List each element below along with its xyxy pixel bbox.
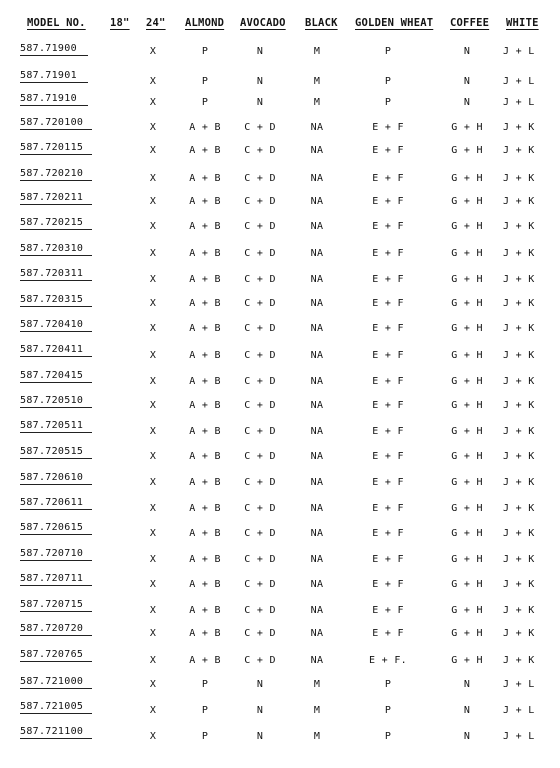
col-coffee-cell: G + H — [451, 274, 483, 285]
table-row — [0, 698, 560, 720]
col-black-cell: NA — [310, 122, 324, 133]
col-avocado-cell: C + D — [244, 605, 276, 616]
col-avocado-cell: C + D — [244, 248, 276, 259]
col-avocado-cell: C + D — [244, 477, 276, 488]
model-underline — [20, 713, 92, 714]
model-underline — [20, 255, 92, 256]
col-golden-wheat-cell: P — [384, 731, 392, 742]
model-underline — [20, 306, 92, 307]
col-almond-cell: A + B — [189, 298, 221, 309]
col-24-inch-cell: X — [149, 221, 157, 232]
col-24-inch-cell: X — [149, 528, 157, 539]
col-white-cell: J + K — [503, 298, 535, 309]
col-coffee-cell: N — [463, 46, 471, 57]
col-black-cell: NA — [310, 350, 324, 361]
col-almond-cell: A + B — [189, 248, 221, 259]
col-black-cell: NA — [310, 248, 324, 259]
model-number: 587.720100 — [20, 117, 84, 128]
header-24-inch: 24" — [146, 17, 166, 29]
col-24-inch-cell: X — [149, 426, 157, 437]
model-underline — [20, 204, 92, 205]
col-coffee-cell: N — [463, 731, 471, 742]
table-row — [0, 240, 560, 262]
col-24-inch-cell: X — [149, 705, 157, 716]
model-underline — [20, 280, 92, 281]
col-coffee-cell: G + H — [451, 145, 483, 156]
col-white-cell: J + K — [503, 400, 535, 411]
model-number: 587.720211 — [20, 192, 84, 203]
model-number: 587.720210 — [20, 168, 84, 179]
col-golden-wheat-cell: E + F — [372, 376, 404, 387]
col-white-cell: J + K — [503, 426, 535, 437]
col-black-cell: NA — [310, 528, 324, 539]
table-row — [0, 214, 560, 236]
col-24-inch-cell: X — [149, 145, 157, 156]
model-number: 587.720510 — [20, 395, 84, 406]
col-black-cell: NA — [310, 221, 324, 232]
col-white-cell: J + K — [503, 655, 535, 666]
col-black-cell: NA — [310, 628, 324, 639]
col-almond-cell: P — [201, 46, 209, 57]
col-black-cell: M — [313, 97, 321, 108]
col-golden-wheat-cell: E + F — [372, 196, 404, 207]
col-golden-wheat-cell: P — [384, 76, 392, 87]
col-golden-wheat-cell: E + F — [372, 628, 404, 639]
col-avocado-cell: C + D — [244, 145, 276, 156]
model-number: 587.720715 — [20, 599, 84, 610]
table-row — [0, 723, 560, 745]
col-white-cell: J + K — [503, 528, 535, 539]
col-golden-wheat-cell: E + F — [372, 122, 404, 133]
model-underline — [20, 534, 92, 535]
col-black-cell: NA — [310, 145, 324, 156]
model-number: 587.71900 — [20, 43, 77, 54]
model-number: 587.721000 — [20, 676, 84, 687]
col-almond-cell: A + B — [189, 655, 221, 666]
col-24-inch-cell: X — [149, 173, 157, 184]
col-24-inch-cell: X — [149, 503, 157, 514]
col-black-cell: NA — [310, 451, 324, 462]
col-black-cell: NA — [310, 323, 324, 334]
header-golden-wheat: GOLDEN WHEAT — [355, 17, 434, 29]
table-row — [0, 646, 560, 668]
col-almond-cell: A + B — [189, 503, 221, 514]
table-row — [0, 139, 560, 161]
model-number: 587.720215 — [20, 217, 84, 228]
col-black-cell: NA — [310, 605, 324, 616]
col-white-cell: J + K — [503, 554, 535, 565]
col-black-cell: NA — [310, 426, 324, 437]
model-underline — [20, 154, 92, 155]
col-black-cell: M — [313, 731, 321, 742]
model-number: 587.720511 — [20, 420, 84, 431]
col-almond-cell: P — [201, 97, 209, 108]
model-underline — [20, 407, 92, 408]
table-row — [0, 673, 560, 695]
model-underline — [20, 180, 92, 181]
col-black-cell: NA — [310, 196, 324, 207]
col-24-inch-cell: X — [149, 628, 157, 639]
col-white-cell: J + K — [503, 173, 535, 184]
col-almond-cell: P — [201, 76, 209, 87]
col-coffee-cell: G + H — [451, 503, 483, 514]
col-coffee-cell: G + H — [451, 122, 483, 133]
col-almond-cell: A + B — [189, 173, 221, 184]
col-avocado-cell: C + D — [244, 122, 276, 133]
col-almond-cell: A + B — [189, 196, 221, 207]
col-golden-wheat-cell: E + F — [372, 323, 404, 334]
col-black-cell: M — [313, 76, 321, 87]
col-golden-wheat-cell: E + F — [372, 298, 404, 309]
model-underline — [20, 585, 92, 586]
col-avocado-cell: C + D — [244, 221, 276, 232]
col-almond-cell: P — [201, 705, 209, 716]
table-row — [0, 165, 560, 187]
table-row — [0, 417, 560, 439]
col-24-inch-cell: X — [149, 451, 157, 462]
col-white-cell: J + K — [503, 145, 535, 156]
col-golden-wheat-cell: P — [384, 46, 392, 57]
model-underline — [20, 432, 92, 433]
col-almond-cell: A + B — [189, 605, 221, 616]
col-almond-cell: A + B — [189, 528, 221, 539]
col-almond-cell: A + B — [189, 122, 221, 133]
col-24-inch-cell: X — [149, 122, 157, 133]
col-24-inch-cell: X — [149, 323, 157, 334]
col-24-inch-cell: X — [149, 248, 157, 259]
col-avocado-cell: C + D — [244, 503, 276, 514]
col-coffee-cell: G + H — [451, 554, 483, 565]
model-underline — [20, 229, 92, 230]
table-row — [0, 265, 560, 287]
col-almond-cell: A + B — [189, 579, 221, 590]
model-number: 587.720311 — [20, 268, 84, 279]
col-avocado-cell: C + D — [244, 554, 276, 565]
col-24-inch-cell: X — [149, 579, 157, 590]
col-white-cell: J + K — [503, 451, 535, 462]
col-black-cell: M — [313, 705, 321, 716]
table-row — [0, 341, 560, 363]
col-black-cell: NA — [310, 173, 324, 184]
col-avocado-cell: C + D — [244, 400, 276, 411]
table-row — [0, 469, 560, 491]
col-white-cell: J + K — [503, 376, 535, 387]
col-24-inch-cell: X — [149, 400, 157, 411]
col-avocado-cell: C + D — [244, 173, 276, 184]
model-number: 587.720415 — [20, 370, 84, 381]
col-coffee-cell: G + H — [451, 248, 483, 259]
col-coffee-cell: G + H — [451, 426, 483, 437]
model-number: 587.721005 — [20, 701, 84, 712]
col-24-inch-cell: X — [149, 376, 157, 387]
col-golden-wheat-cell: E + F — [372, 554, 404, 565]
col-almond-cell: A + B — [189, 274, 221, 285]
col-almond-cell: P — [201, 731, 209, 742]
col-almond-cell: A + B — [189, 323, 221, 334]
table-row — [0, 392, 560, 414]
col-avocado-cell: N — [256, 705, 264, 716]
col-black-cell: M — [313, 679, 321, 690]
table-row — [0, 519, 560, 541]
table-row — [0, 316, 560, 338]
col-almond-cell: A + B — [189, 400, 221, 411]
col-golden-wheat-cell: E + F — [372, 451, 404, 462]
col-white-cell: J + K — [503, 605, 535, 616]
model-number: 587.720310 — [20, 243, 84, 254]
header-18-inch: 18" — [110, 17, 130, 29]
col-white-cell: J + K — [503, 122, 535, 133]
col-golden-wheat-cell: E + F — [372, 579, 404, 590]
col-golden-wheat-cell: E + F — [372, 528, 404, 539]
table-row — [0, 291, 560, 313]
col-golden-wheat-cell: E + F — [372, 400, 404, 411]
col-24-inch-cell: X — [149, 46, 157, 57]
col-avocado-cell: C + D — [244, 350, 276, 361]
col-black-cell: NA — [310, 579, 324, 590]
col-golden-wheat-cell: P — [384, 97, 392, 108]
col-white-cell: J + K — [503, 579, 535, 590]
col-black-cell: M — [313, 46, 321, 57]
col-golden-wheat-cell: P — [384, 705, 392, 716]
col-avocado-cell: C + D — [244, 451, 276, 462]
col-white-cell: J + L — [503, 46, 535, 57]
model-number: 587.720515 — [20, 446, 84, 457]
model-underline — [20, 129, 92, 130]
table-row — [0, 494, 560, 516]
col-avocado-cell: C + D — [244, 528, 276, 539]
model-underline — [20, 55, 88, 56]
col-white-cell: J + L — [503, 76, 535, 87]
header-avocado: AVOCADO — [240, 17, 286, 29]
col-avocado-cell: C + D — [244, 298, 276, 309]
col-almond-cell: A + B — [189, 376, 221, 387]
col-white-cell: J + L — [503, 97, 535, 108]
table-row — [0, 189, 560, 211]
col-coffee-cell: G + H — [451, 451, 483, 462]
col-almond-cell: A + B — [189, 477, 221, 488]
col-white-cell: J + K — [503, 196, 535, 207]
col-coffee-cell: N — [463, 97, 471, 108]
col-almond-cell: A + B — [189, 350, 221, 361]
table-row — [0, 596, 560, 618]
model-number: 587.71910 — [20, 93, 77, 104]
col-24-inch-cell: X — [149, 274, 157, 285]
model-number: 587.720611 — [20, 497, 84, 508]
col-white-cell: J + L — [503, 705, 535, 716]
col-white-cell: J + K — [503, 248, 535, 259]
col-coffee-cell: G + H — [451, 579, 483, 590]
col-almond-cell: A + B — [189, 451, 221, 462]
model-underline — [20, 688, 92, 689]
col-golden-wheat-cell: E + F. — [369, 655, 407, 666]
col-black-cell: NA — [310, 503, 324, 514]
model-underline — [20, 509, 92, 510]
model-number: 587.720765 — [20, 649, 84, 660]
col-24-inch-cell: X — [149, 298, 157, 309]
table-row — [0, 114, 560, 136]
model-number: 587.721100 — [20, 726, 84, 737]
header-model-no: MODEL NO. — [27, 17, 86, 29]
col-golden-wheat-cell: E + F — [372, 173, 404, 184]
model-number: 587.720411 — [20, 344, 84, 355]
col-golden-wheat-cell: E + F — [372, 221, 404, 232]
model-underline — [20, 82, 88, 83]
model-underline — [20, 661, 92, 662]
col-black-cell: NA — [310, 477, 324, 488]
col-coffee-cell: N — [463, 705, 471, 716]
model-underline — [20, 484, 92, 485]
col-avocado-cell: C + D — [244, 323, 276, 334]
col-avocado-cell: C + D — [244, 628, 276, 639]
col-avocado-cell: C + D — [244, 579, 276, 590]
col-avocado-cell: C + D — [244, 196, 276, 207]
col-golden-wheat-cell: E + F — [372, 248, 404, 259]
col-white-cell: J + K — [503, 323, 535, 334]
col-black-cell: NA — [310, 400, 324, 411]
col-24-inch-cell: X — [149, 196, 157, 207]
col-coffee-cell: N — [463, 679, 471, 690]
col-black-cell: NA — [310, 298, 324, 309]
col-avocado-cell: C + D — [244, 426, 276, 437]
col-white-cell: J + K — [503, 477, 535, 488]
col-coffee-cell: G + H — [451, 628, 483, 639]
col-coffee-cell: G + H — [451, 298, 483, 309]
col-golden-wheat-cell: P — [384, 679, 392, 690]
col-coffee-cell: G + H — [451, 655, 483, 666]
col-golden-wheat-cell: E + F — [372, 145, 404, 156]
table-row — [0, 570, 560, 592]
col-avocado-cell: N — [256, 76, 264, 87]
col-golden-wheat-cell: E + F — [372, 605, 404, 616]
col-black-cell: NA — [310, 554, 324, 565]
model-number: 587.720711 — [20, 573, 84, 584]
col-avocado-cell: N — [256, 731, 264, 742]
col-white-cell: J + K — [503, 274, 535, 285]
col-avocado-cell: C + D — [244, 655, 276, 666]
col-almond-cell: A + B — [189, 426, 221, 437]
model-number: 587.720720 — [20, 623, 84, 634]
col-white-cell: J + L — [503, 731, 535, 742]
model-underline — [20, 356, 92, 357]
model-number: 587.720615 — [20, 522, 84, 533]
model-number: 587.720315 — [20, 294, 84, 305]
col-24-inch-cell: X — [149, 477, 157, 488]
col-coffee-cell: G + H — [451, 323, 483, 334]
col-coffee-cell: G + H — [451, 400, 483, 411]
model-number: 587.720710 — [20, 548, 84, 559]
col-24-inch-cell: X — [149, 76, 157, 87]
model-underline — [20, 560, 92, 561]
col-coffee-cell: N — [463, 76, 471, 87]
table-row — [0, 545, 560, 567]
col-golden-wheat-cell: E + F — [372, 503, 404, 514]
col-black-cell: NA — [310, 655, 324, 666]
col-white-cell: J + L — [503, 679, 535, 690]
col-avocado-cell: C + D — [244, 376, 276, 387]
table-row — [0, 367, 560, 389]
col-almond-cell: A + B — [189, 221, 221, 232]
col-coffee-cell: G + H — [451, 196, 483, 207]
col-black-cell: NA — [310, 274, 324, 285]
header-black: BLACK — [305, 17, 338, 29]
col-24-inch-cell: X — [149, 97, 157, 108]
col-coffee-cell: G + H — [451, 605, 483, 616]
col-avocado-cell: N — [256, 679, 264, 690]
model-underline — [20, 611, 92, 612]
col-golden-wheat-cell: E + F — [372, 350, 404, 361]
header-white: WHITE — [506, 17, 539, 29]
col-almond-cell: A + B — [189, 628, 221, 639]
header-almond: ALMOND — [185, 17, 225, 29]
table-row — [0, 620, 560, 642]
model-number: 587.720115 — [20, 142, 84, 153]
model-underline — [20, 635, 92, 636]
model-number: 587.71901 — [20, 70, 77, 81]
model-underline — [20, 458, 92, 459]
col-white-cell: J + K — [503, 503, 535, 514]
col-24-inch-cell: X — [149, 679, 157, 690]
model-underline — [20, 738, 92, 739]
col-coffee-cell: G + H — [451, 221, 483, 232]
col-golden-wheat-cell: E + F — [372, 274, 404, 285]
col-coffee-cell: G + H — [451, 477, 483, 488]
col-24-inch-cell: X — [149, 605, 157, 616]
col-white-cell: J + K — [503, 350, 535, 361]
table-row — [0, 40, 560, 62]
col-24-inch-cell: X — [149, 655, 157, 666]
table-row — [0, 443, 560, 465]
col-white-cell: J + K — [503, 221, 535, 232]
col-24-inch-cell: X — [149, 554, 157, 565]
col-avocado-cell: N — [256, 46, 264, 57]
col-golden-wheat-cell: E + F — [372, 477, 404, 488]
col-coffee-cell: G + H — [451, 173, 483, 184]
col-coffee-cell: G + H — [451, 376, 483, 387]
col-coffee-cell: G + H — [451, 350, 483, 361]
model-underline — [20, 331, 92, 332]
table-row — [0, 90, 560, 112]
col-24-inch-cell: X — [149, 350, 157, 361]
col-white-cell: J + K — [503, 628, 535, 639]
col-avocado-cell: N — [256, 97, 264, 108]
col-coffee-cell: G + H — [451, 528, 483, 539]
model-number: 587.720610 — [20, 472, 84, 483]
col-almond-cell: P — [201, 679, 209, 690]
col-almond-cell: A + B — [189, 145, 221, 156]
col-black-cell: NA — [310, 376, 324, 387]
col-almond-cell: A + B — [189, 554, 221, 565]
model-underline — [20, 382, 92, 383]
col-avocado-cell: C + D — [244, 274, 276, 285]
col-golden-wheat-cell: E + F — [372, 426, 404, 437]
model-underline — [20, 105, 88, 106]
table-row — [0, 67, 560, 89]
model-number: 587.720410 — [20, 319, 84, 330]
col-24-inch-cell: X — [149, 731, 157, 742]
header-coffee: COFFEE — [450, 17, 490, 29]
